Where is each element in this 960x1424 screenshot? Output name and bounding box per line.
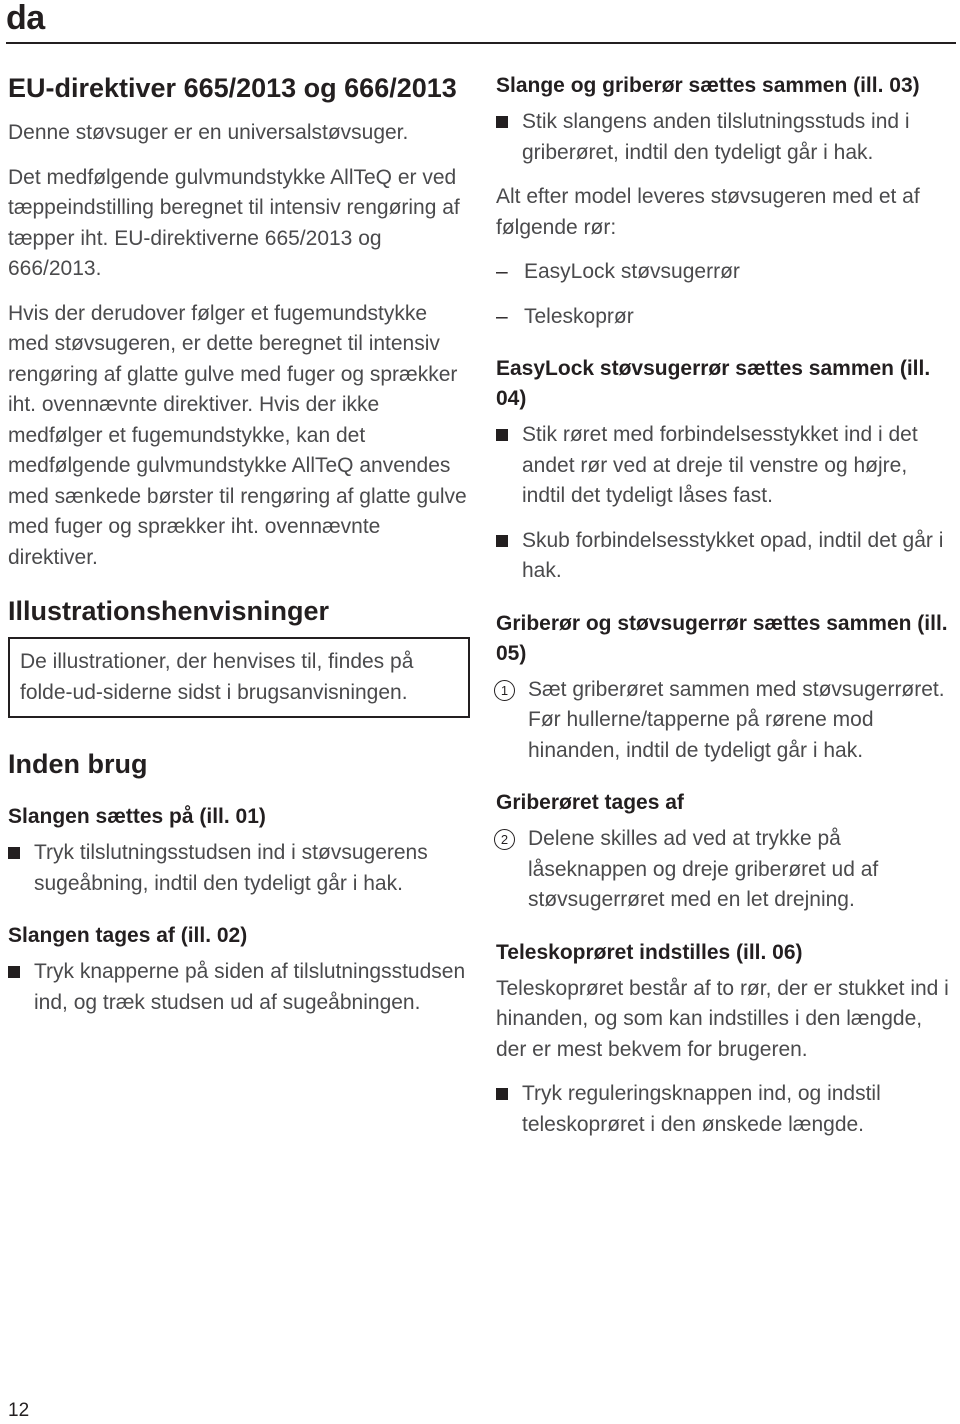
eu-paragraph-2: Det medfølgende gulvmundstykke AllTeQ er ved tæppeindstilling beregnet til intensiv rengøring af tæpper iht. EU-direktiverne 665/2013 og 666/2013.	[8, 165, 460, 280]
grip-wand-step	[496, 675, 954, 767]
hose-wand-step	[496, 107, 954, 168]
square-bullet-icon	[8, 966, 20, 978]
telescopic-paragraph: Teleskoprøret består af to rør, der er stukket ind i hinanden, og som kan indstilles i den længde, der er mest bekvem for brugeren.	[496, 976, 949, 1061]
hose-attach-heading: Slangen sættes på (ill. 01)	[8, 805, 266, 828]
hose-detach-step	[8, 957, 470, 1018]
step-number-1: 1	[494, 680, 515, 701]
telescopic-step	[496, 1079, 954, 1140]
eu-paragraph-3: Hvis der derudover følger et fugemundstykke med støvsugeren, er dette beregnet til intensiv rengøring af glatte gulve med fuger og sprækker iht. ovennævnte direktiver. Hvis der ikke medfølger et fugemundstykke, kan det medfølgende gulvmundstykke AllTeQ anvendes med sænkede børster til rengøring af glatte gulve med fuger og sprækker iht. ovennævnte direktiver.	[8, 301, 467, 569]
easylock-step-1	[496, 420, 954, 512]
hose-wand-heading: Slange og griberør sættes sammen (ill. 03)	[496, 74, 920, 97]
step-number-2: 2	[494, 829, 515, 850]
square-bullet-icon	[496, 1088, 508, 1100]
easylock-heading: EasyLock støvsugerrør sættes sammen (ill. 04)	[496, 357, 931, 410]
grip-wand-heading: Griberør og støvsugerrør sættes sammen (ill. 05)	[496, 611, 948, 665]
illustrations-note: De illustrationer, der henvises til, findes på folde-ud-siderne sidst i brugsanvisningen.	[20, 650, 414, 704]
models-paragraph: Alt efter model leveres støvsugeren med et af følgende rør:	[496, 185, 920, 239]
grip-remove-heading: Griberøret tages af	[496, 791, 684, 814]
illustrations-heading: Illustrationshenvisninger	[8, 596, 330, 626]
eu-paragraph-1: Denne støvsuger er en universalstøvsuger.	[8, 121, 409, 144]
square-bullet-icon	[496, 429, 508, 441]
dash-bullet: –	[496, 304, 508, 328]
before-use-heading: Inden brug	[8, 749, 148, 779]
model-option-1	[496, 257, 954, 288]
illustrations-note-box	[8, 637, 470, 718]
hose-attach-step	[8, 838, 470, 899]
model-option-2	[496, 302, 954, 333]
page-number: 12	[8, 1400, 30, 1421]
eu-directives-heading: EU-direktiver 665/2013 og 666/2013	[8, 73, 457, 103]
language-code: da	[6, 0, 45, 37]
grip-remove-step	[496, 824, 954, 916]
hose-detach-text: Tryk knapperne på siden af tilslutningsstudsen ind, og træk studsen ud af sugeåbningen.	[34, 960, 466, 1014]
dash-bullet: –	[496, 260, 508, 283]
easylock-step-2-text: Skub forbindelsesstykket opad, indtil det går i hak.	[522, 528, 944, 582]
grip-wand-text: Sæt griberøret sammen med støvsugerrøret. Før hullerne/tapperne på rørene mod hinanden, indtil de tydeligt går i hak.	[528, 677, 945, 762]
model-option-2-text: Teleskoprør	[524, 304, 634, 328]
easylock-step-2	[496, 526, 954, 587]
telescopic-step-text: Tryk reguleringsknappen ind, og indstil teleskoprøret i den ønskede længde.	[522, 1082, 881, 1136]
telescopic-heading: Teleskoprøret indstilles (ill. 06)	[496, 940, 803, 964]
model-option-1-text: EasyLock støvsugerrør	[524, 260, 740, 283]
square-bullet-icon	[8, 847, 20, 859]
square-bullet-icon	[496, 535, 508, 547]
square-bullet-icon	[496, 116, 508, 128]
grip-remove-text: Delene skilles ad ved at trykke på låseknappen og dreje griberøret ud af støvsugerrøret med en let drejning.	[528, 827, 879, 911]
hose-wand-text: Stik slangens anden tilslutningsstuds ind i griberøret, indtil den tydeligt går i hak.	[522, 110, 910, 164]
hose-detach-heading: Slangen tages af (ill. 02)	[8, 924, 248, 947]
left-column	[8, 70, 470, 1032]
header-rule	[6, 42, 956, 44]
hose-attach-text: Tryk tilslutningsstudsen ind i støvsugerens sugeåbning, indtil den tydeligt går i hak.	[34, 841, 428, 895]
right-column	[496, 71, 954, 1154]
easylock-step-1-text: Stik røret med forbindelsesstykket ind i det andet rør ved at dreje til venstre og højre, indtil det tydeligt låses fast.	[522, 423, 918, 507]
